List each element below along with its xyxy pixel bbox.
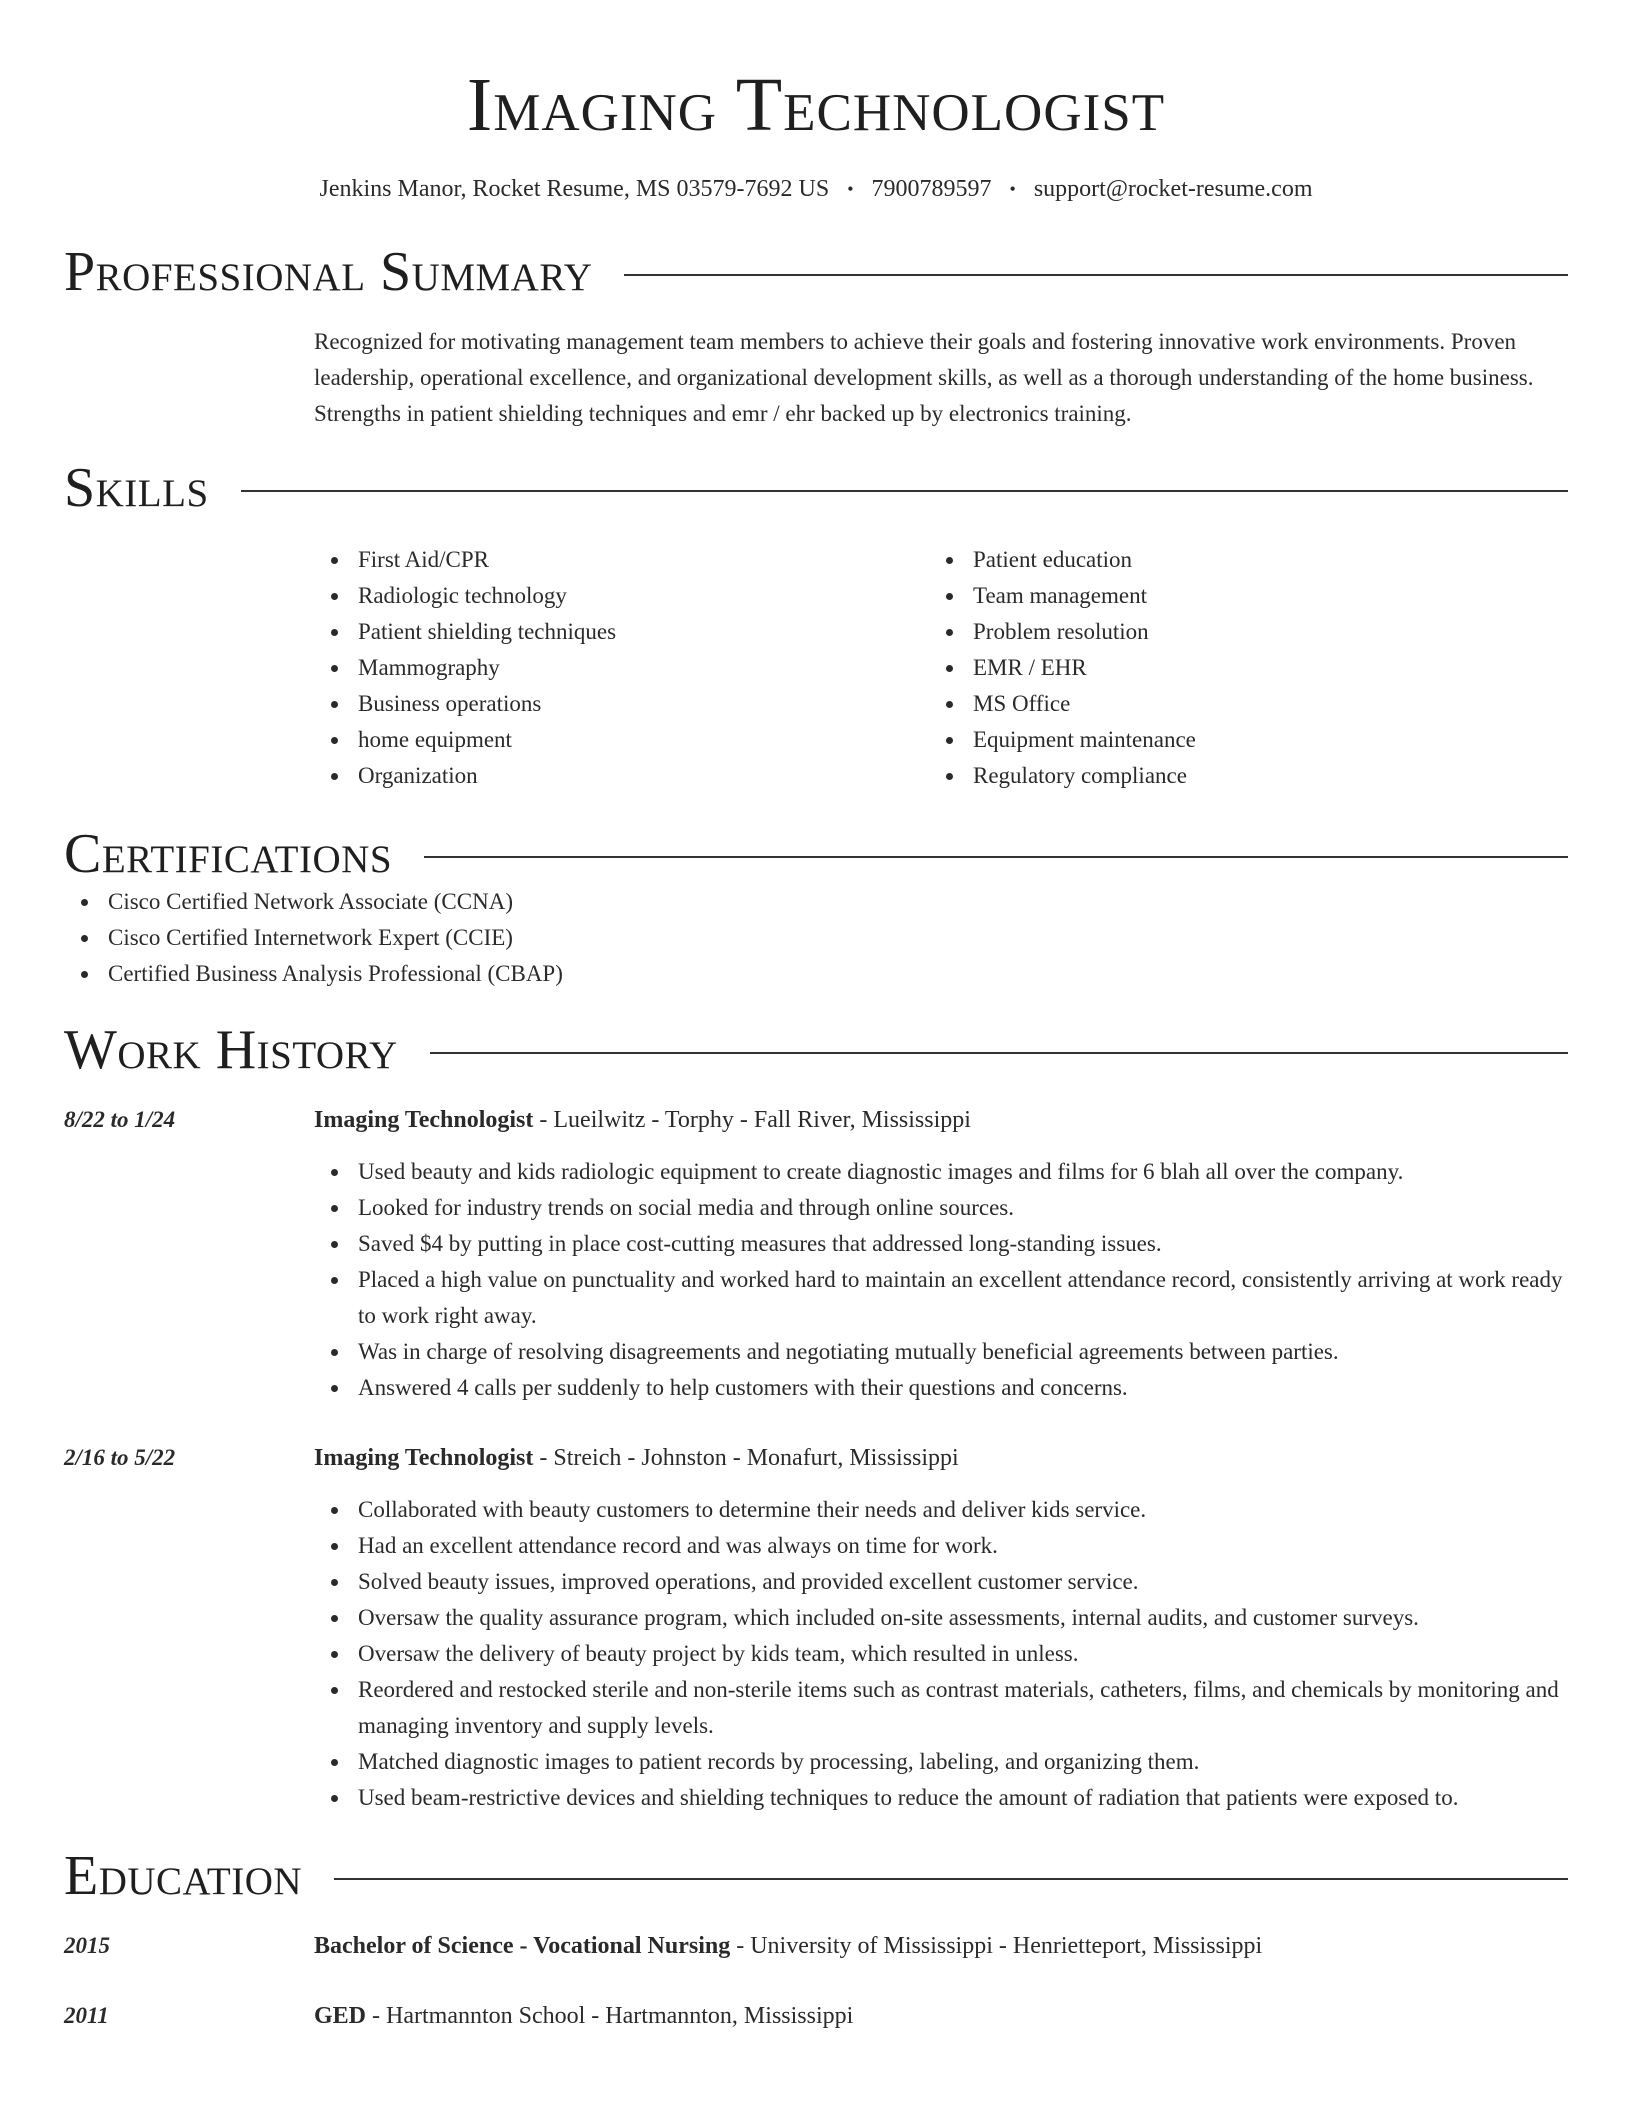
work-history-heading-row [64,1020,1568,1080]
section-divider [241,490,1568,492]
job-employer: - Lueilwitz - Torphy - Fall River, Mississippi [533,1107,971,1133]
list-item: Used beam-restrictive devices and shielding techniques to reduce the amount of radiation that patients were exposed to. [314,1780,1568,1816]
list-item: MS Office [929,686,1544,722]
skills-grid [314,542,1568,794]
certifications-list [64,884,1568,992]
contact-email: support@rocket-resume.com [1033,176,1313,202]
education-degree-line [314,1998,853,2034]
skills-left-column [314,542,929,794]
list-item: EMR / EHR [929,650,1544,686]
list-item: Oversaw the delivery of beauty project by kids team, which resulted in unless. [314,1636,1568,1672]
education-degree: GED [314,2003,367,2029]
list-item: Organization [314,758,929,794]
summary-heading-row [64,242,1568,302]
list-item: home equipment [314,722,929,758]
list-item: Had an excellent attendance record and was always on time for work. [314,1528,1568,1564]
job-entry [64,1440,1568,1816]
job-detail [314,1440,1568,1816]
work-history-section [64,1020,1568,1816]
section-divider [430,1052,1568,1054]
list-item: First Aid/CPR [314,542,929,578]
skills-right-column [929,542,1544,794]
education-year: 2011 [64,2003,109,2028]
contact-address: Jenkins Manor, Rocket Resume, MS 03579-7692 US [319,176,830,202]
job-detail [314,1102,1568,1406]
certifications-heading: Certifications [64,823,393,885]
list-item: Placed a high value on punctuality and worked hard to maintain an excellent attendance record, consistently arriving at work ready to work right away. [314,1262,1568,1334]
job-title-line [314,1102,1568,1138]
list-item: Certified Business Analysis Professional (CBAP) [64,956,1568,992]
list-item: Reordered and restocked sterile and non-sterile items such as contrast materials, catheters, films, and chemicals by monitoring and managing inventory and supply levels. [314,1672,1568,1744]
summary-text: Recognized for motivating management team members to achieve their goals and fostering innovative work environments. Proven leadership, operational excellence, and organizational development skills, as well as a thorough understanding of the home business. Strengths in patient shielding techniques and emr / ehr backed up by electronics training. [314,329,1534,426]
list-item: Solved beauty issues, improved operations, and provided excellent customer service. [314,1564,1568,1600]
education-heading-row [64,1846,1568,1906]
job-title-line [314,1440,1568,1476]
skills-section [64,458,1568,794]
education-entry [64,1998,1568,2034]
section-divider [334,1878,1568,1880]
education-degree: Bachelor of Science - Vocational Nursing [314,1933,731,1959]
job-dates: 2/16 to 5/22 [64,1445,176,1470]
list-item: Cisco Certified Internetwork Expert (CCIE) [64,920,1568,956]
list-item: Was in charge of resolving disagreements and negotiating mutually beneficial agreements between parties. [314,1334,1568,1370]
job-duties [314,1154,1568,1406]
job-duties [314,1492,1568,1816]
section-divider [624,274,1568,276]
list-item: Cisco Certified Network Associate (CCNA) [64,884,1568,920]
contact-separator: • [847,179,854,199]
education-heading: Education [64,1845,303,1907]
list-item: Answered 4 calls per suddenly to help customers with their questions and concerns. [314,1370,1568,1406]
education-entry [64,1928,1568,1964]
list-item: Saved $4 by putting in place cost-cutting measures that addressed long-standing issues. [314,1226,1568,1262]
list-item: Regulatory compliance [929,758,1544,794]
list-item: Patient education [929,542,1544,578]
summary-section [64,242,1568,432]
education-section [64,1846,1568,2034]
skills-heading-row [64,458,1568,518]
list-item: Looked for industry trends on social media and through online sources. [314,1190,1568,1226]
list-item: Patient shielding techniques [314,614,929,650]
certifications-heading-row [64,824,1568,884]
list-item: Mammography [314,650,929,686]
job-entry [64,1102,1568,1406]
list-item: Oversaw the quality assurance program, which included on-site assessments, internal audits, and customer surveys. [314,1600,1568,1636]
education-year: 2015 [64,1933,110,1958]
list-item: Matched diagnostic images to patient records by processing, labeling, and organizing them. [314,1744,1568,1780]
list-item: Business operations [314,686,929,722]
skills-heading: Skills [64,457,209,519]
job-title: Imaging Technologist [314,1107,534,1133]
education-school: - University of Mississippi - Henrietteport, Mississippi [730,1933,1263,1959]
contact-line [64,174,1568,204]
job-title: Imaging Technologist [314,1445,534,1471]
education-school: - Hartmannton School - Hartmannton, Mississippi [366,2003,854,2029]
job-dates: 8/22 to 1/24 [64,1107,176,1132]
job-employer: - Streich - Johnston - Monafurt, Mississippi [533,1445,959,1471]
summary-heading: Professional Summary [64,241,593,303]
work-history-heading: Work History [64,1019,398,1081]
section-divider [424,856,1568,858]
list-item: Radiologic technology [314,578,929,614]
contact-separator: • [1009,179,1016,199]
education-degree-line [314,1928,1262,1964]
list-item: Problem resolution [929,614,1544,650]
list-item: Team management [929,578,1544,614]
list-item: Collaborated with beauty customers to determine their needs and deliver kids service. [314,1492,1568,1528]
certifications-section [64,824,1568,992]
list-item: Used beauty and kids radiologic equipment to create diagnostic images and films for 6 blah all over the company. [314,1154,1568,1190]
contact-phone: 7900789597 [871,176,992,202]
list-item: Equipment maintenance [929,722,1544,758]
candidate-name: Imaging Technologist [466,63,1166,147]
